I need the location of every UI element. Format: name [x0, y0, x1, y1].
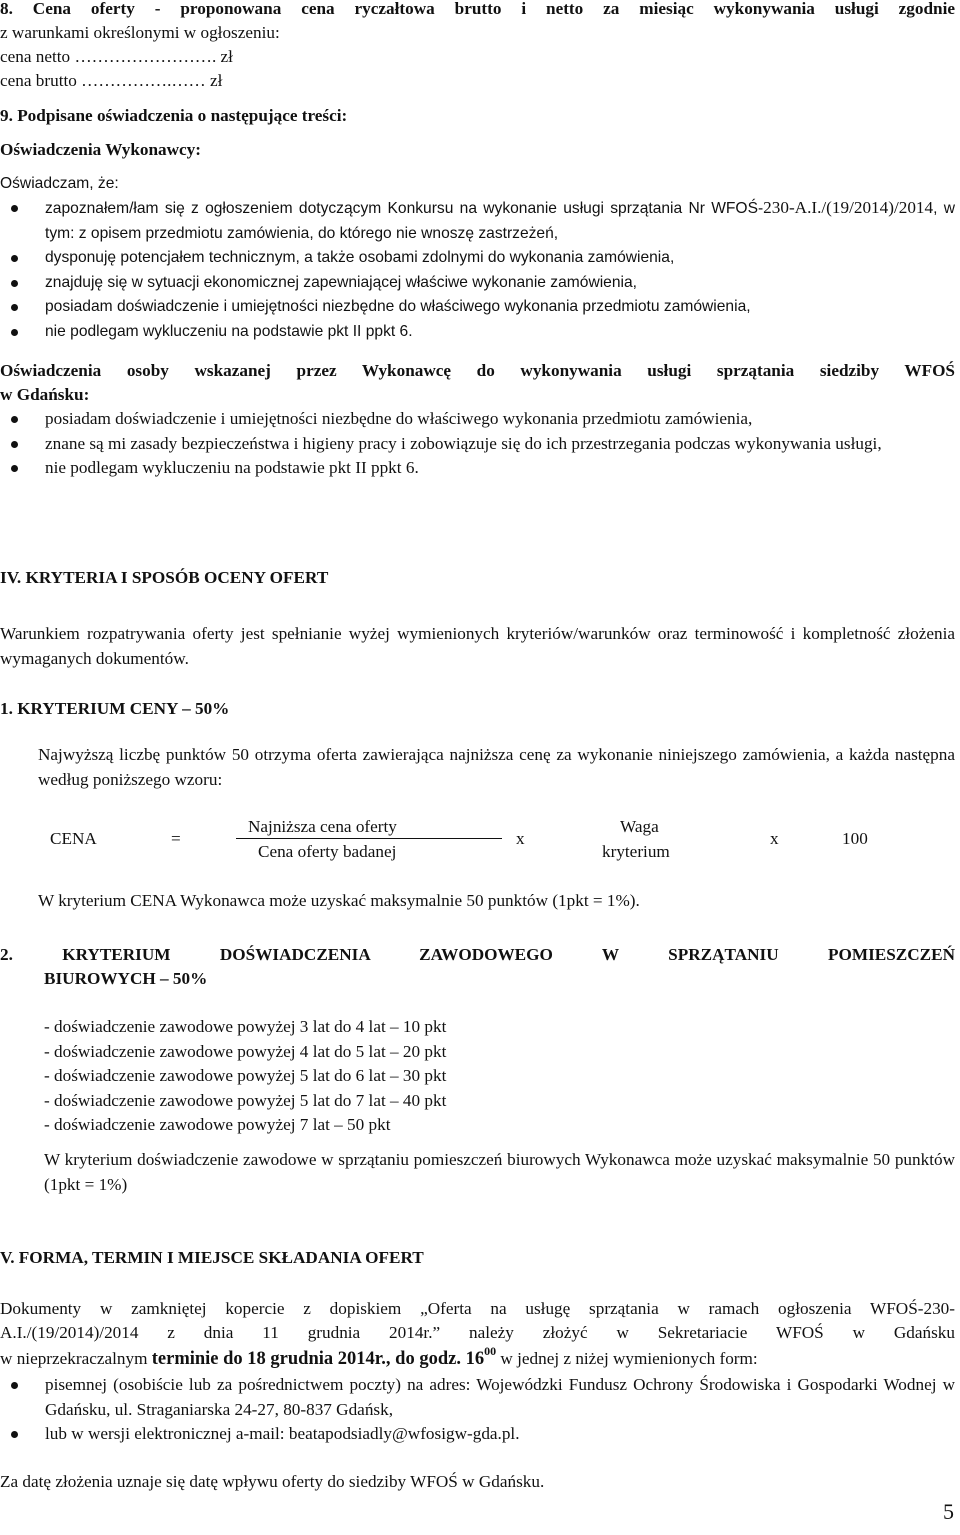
- list-item: posiadam doświadczenie i umiejętności niezbędne do właściwego wykonania przedmiotu zamówienia,: [0, 407, 955, 432]
- list-item: - doświadczenie zawodowe powyżej 4 lat do 5 lat – 20 pkt: [44, 1041, 447, 1061]
- s5-p1-line3c: w jednej z niżej wymienionych form:: [496, 1349, 758, 1368]
- fraction-bar: [236, 838, 502, 839]
- list-item: lub w wersji elektronicznej a-mail: beatapodsiadly@wfosigw-gda.pl.: [0, 1422, 955, 1447]
- deadline: terminie do 18 grudnia 2014r., do godz. 16: [151, 1349, 485, 1369]
- formula-times-1: x: [516, 829, 525, 848]
- list-item: - doświadczenie zawodowe powyżej 3 lat do 4 lat – 10 pkt: [44, 1017, 447, 1036]
- formula-numerator: Najniższa cena oferty: [248, 817, 397, 836]
- list-item: znajduję się w sytuacji ekonomicznej zapewniającej właściwe wykonanie zamówienia,: [0, 271, 955, 296]
- s9-wykonawca-list: [0, 196, 955, 344]
- formula-waga: Waga: [620, 817, 659, 836]
- formula-hundred: 100: [842, 829, 868, 848]
- formula-kryterium: kryterium: [602, 842, 670, 861]
- formula-denominator: Cena oferty badanej: [258, 842, 397, 861]
- s8-heading-line2: z warunkami określonymi w ogłoszeniu:: [0, 23, 280, 42]
- formula-times-2: x: [770, 829, 779, 848]
- s8-cena-brutto: cena brutto …………….…… zł: [0, 71, 223, 90]
- list-item: zapoznałem/łam się z ogłoszeniem dotyczącym Konkursu na wykonanie usługi sprzątania Nr WFOŚ-230-A.I./(19/2014)/2014, w tym: z opisem przedmiotu zamówienia, do którego nie wnoszę zastrzeżeń,: [0, 196, 955, 246]
- s5-p1-line2: A.I./(19/2014)/2014 z dnia 11 grudnia 2014r.” należy złożyć w Sekretariacie WFOŚ w Gdańsku: [0, 1323, 955, 1342]
- s8-heading-line1: 8. Cena oferty - proponowana cena ryczałtowa brutto i netto za miesiąc wykonywania usługi zgodnie: [0, 0, 955, 18]
- list-item: dysponuję potencjałem technicznym, a także osobami zdolnymi do wykonania zamówienia,: [0, 246, 955, 271]
- s5-p1-line3: [0, 1344, 955, 1373]
- k1-paragraph: Najwyższą liczbę punktów 50 otrzyma oferta zawierająca najniższa cenę za wykonanie niniejszego zamówienia, a każda następna według poniższego wzoru:: [38, 745, 955, 789]
- list-item: - doświadczenie zawodowe powyżej 7 lat – 50 pkt: [44, 1115, 391, 1134]
- k2-heading-line2: BIUROWYCH – 50%: [44, 969, 208, 988]
- s4-paragraph: Warunkiem rozpatrywania oferty jest spełnianie wyżej wymienionych kryteriów/warunków oraz terminowość i kompletność złożenia wymaganych dokumentów.: [0, 624, 955, 668]
- s5-forms-list: [0, 1373, 955, 1447]
- s4-heading: IV. KRYTERIA I SPOSÓB OCENY OFERT: [0, 568, 329, 587]
- s5-final: Za datę złożenia uznaje się datę wpływu oferty do siedziby WFOŚ w Gdańsku.: [0, 1472, 545, 1491]
- list-item: znane są mi zasady bezpieczeństwa i higieny pracy i zobowiązuje się do ich przestrzegania podczas wykonywania usługi,: [0, 432, 955, 457]
- s5-heading: V. FORMA, TERMIN I MIEJSCE SKŁADANIA OFERT: [0, 1248, 424, 1267]
- list-item: nie podlegam wykluczeniu na podstawie pkt II ppkt 6.: [0, 456, 955, 481]
- list-item: nie podlegam wykluczeniu na podstawie pkt II ppkt 6.: [0, 320, 955, 345]
- formula-cena: CENA: [50, 829, 97, 848]
- s5-p1-line3a: w nieprzekraczalnym: [0, 1349, 152, 1368]
- s9-osoba-list: [0, 407, 955, 481]
- s9-sub-osoba-line2: w Gdańsku:: [0, 385, 90, 404]
- s5-p1-line1: Dokumenty w zamkniętej kopercie z dopiskiem „Oferta na usługę sprzątania w ramach ogłoszenia WFOŚ-230-: [0, 1299, 955, 1318]
- list-item: pisemnej (osobiście lub za pośrednictwem poczty) na adres: Wojewódzki Fundusz Ochrony Środowiska i Gospodarki Wodnej w Gdańsku, ul. Straganiarska 24-27, 80-837 Gdańsk,: [0, 1373, 955, 1422]
- list-item: - doświadczenie zawodowe powyżej 5 lat do 6 lat – 30 pkt: [44, 1066, 447, 1085]
- deadline-minutes: 00: [484, 1344, 497, 1358]
- formula-equals: =: [171, 829, 181, 848]
- list-item: - doświadczenie zawodowe powyżej 5 lat do 7 lat – 40 pkt: [44, 1090, 447, 1110]
- s9-sub-wykonawca: Oświadczenia Wykonawcy:: [0, 140, 202, 159]
- page-number: 5: [943, 1499, 954, 1524]
- k1-heading: 1. KRYTERIUM CENY – 50%: [0, 699, 230, 718]
- list-item: posiadam doświadczenie i umiejętności niezbędne do właściwego wykonania przedmiotu zamówienia,: [0, 295, 955, 320]
- k1-note: W kryterium CENA Wykonawca może uzyskać maksymalnie 50 punktów (1pkt = 1%).: [38, 891, 640, 910]
- s8-cena-netto: cena netto ……………………. zł: [0, 47, 233, 66]
- k2-note: W kryterium doświadczenie zawodowe w sprzątaniu pomieszczeń biurowych Wykonawca może uzyskać maksymalnie 50 punktów (1pkt = 1%): [44, 1150, 955, 1194]
- price-formula: [48, 810, 908, 872]
- k2-heading-line1: 2. KRYTERIUM DOŚWIADCZENIA ZAWODOWEGO W SPRZĄTANIU POMIESZCZEŃ: [0, 945, 955, 964]
- k2-list: [44, 1015, 955, 1138]
- s9-sub-osoba-line1: Oświadczenia osoby wskazanej przez Wykonawcę do wykonywania usługi sprzątania siedziby WFOŚ: [0, 361, 955, 380]
- s9-heading: 9. Podpisane oświadczenia o następujące treści:: [0, 106, 348, 125]
- s9-intro: Oświadczam, że:: [0, 175, 119, 192]
